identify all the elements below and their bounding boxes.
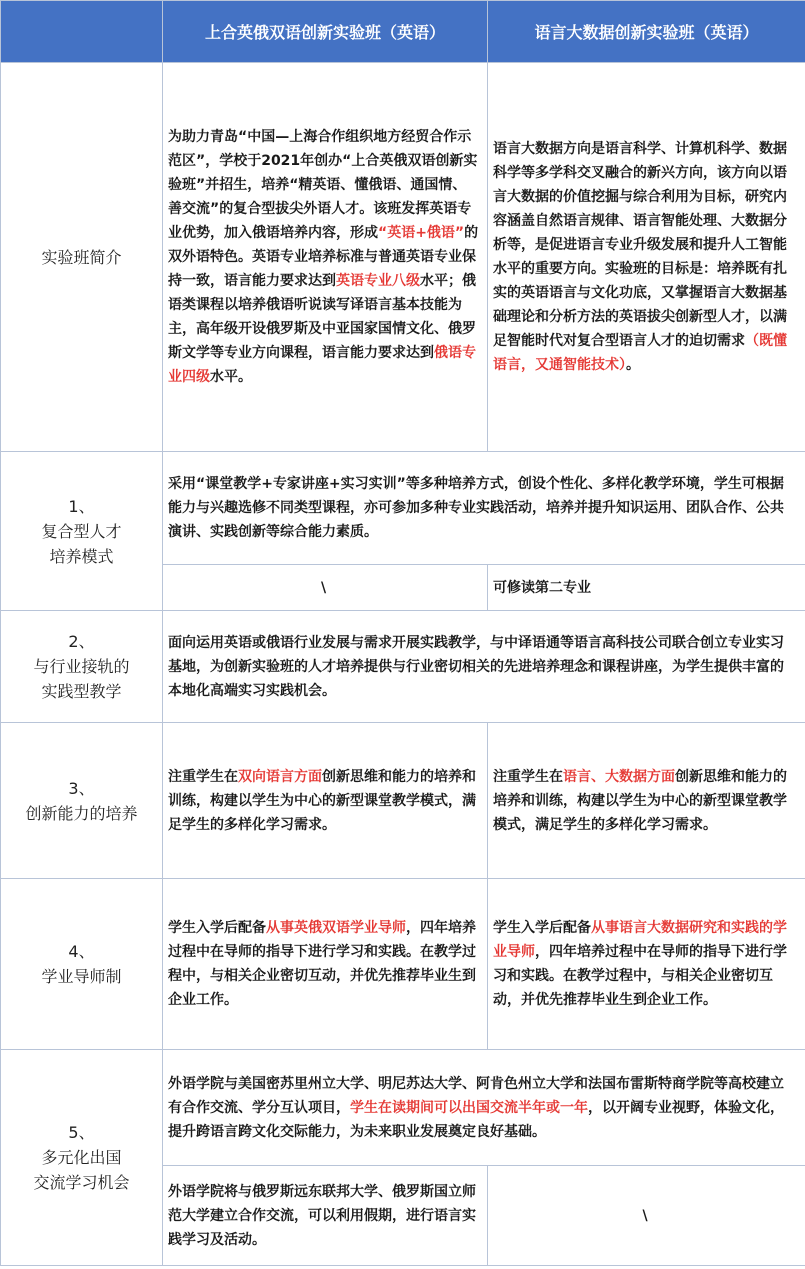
text-run: 外语学院与美国密苏里州立大学、明尼苏达大学、阿肯色州立大学和法国布雷斯特商学院等高校建立有合作交流、学分互认项目， <box>168 1075 784 1116</box>
text-run: 注重学生在 <box>168 768 238 785</box>
text-run: 注重学生在 <box>493 768 563 785</box>
intro-right-cell <box>488 63 805 452</box>
header-row <box>1 1 805 63</box>
row-label-text: 多元化出国 <box>41 1148 122 1167</box>
row-label-mode <box>1 452 163 611</box>
row-label-innovation <box>1 723 163 879</box>
row-label-practice <box>1 611 163 723</box>
text-run: ，以开阔专业视野，体验文化，提升跨语言跨文化交际能力，为未来职业发展奠定良好基础。 <box>168 1099 784 1140</box>
innovation-right-cell <box>488 723 805 879</box>
text-run: ，四年培养过程中在导师的指导下进行学习和实践。在教学过程中，与相关企业密切互动，并优先推荐毕业生到企业工作。 <box>493 944 787 1008</box>
row-label-number: 2、 <box>68 632 95 651</box>
mode-right-sub-cell: 可修读第二专业 <box>488 565 805 611</box>
row-practice <box>1 611 805 723</box>
exchange-left-sub-cell: 外语学院将与俄罗斯远东联邦大学、俄罗斯国立师范大学建立合作交流，可以利用假期，进行语言实践学习及活动。 <box>163 1166 488 1266</box>
mentor-right-cell <box>488 879 805 1050</box>
intro-left-cell <box>163 63 488 452</box>
row-innovation <box>1 723 805 879</box>
header-col-language-bigdata: 语言大数据创新实验班（英语） <box>488 1 805 63</box>
row-label-number: 1、 <box>68 496 95 516</box>
highlight-text: 俄语专业四级 <box>168 345 476 385</box>
highlight-text: 从事语言大数据研究和实践的学业导师 <box>493 920 787 960</box>
row-intro <box>1 63 805 452</box>
row-label-text: 实验班简介 <box>41 247 122 267</box>
row-label-number: 3、 <box>68 778 95 798</box>
highlight-text: 从事英俄双语学业导师 <box>266 920 406 936</box>
text-run: ，四年培养过程中在导师的指导下进行学习和实践。在教学过程中，与相关企业密切互动，并优先推荐毕业生到企业工作。 <box>168 920 476 1008</box>
mode-shared-cell: 采用“课堂教学+专家讲座+实习实训”等多种培养方式，创设个性化、多样化教学环境，学生可根据能力与兴趣选修不同类型课程，亦可参加多种专业实践活动，培养并提升知识运用、团队合作、公共演讲、实践创新等综合能力素质。 <box>163 452 805 565</box>
row-label-text: 交流学习机会 <box>33 1173 130 1192</box>
highlight-text: “英语+俄语” <box>378 225 465 241</box>
innovation-left-cell <box>163 723 488 879</box>
exchange-shared-cell <box>163 1050 805 1166</box>
highlight-text: （既懂语言，又通智能技术） <box>493 333 787 373</box>
text-run: 创新思维和能力的培养和训练，构建以学生为中心的新型课堂教学模式，满足学生的多样化学习需求。 <box>493 768 787 833</box>
row-label-number: 4、 <box>68 942 95 961</box>
text-run: 语言大数据方向是语言科学、计算机科学、数据科学等多学科交叉融合的新兴方向，该方向以语言大数据的价值挖掘与综合利用为目标，研究内容涵盖自然语言规律、语言智能处理、大数据分析等，是促进语言专业升级发展和提升人工智能水平的重要方向。实验班的目标是：培养既有扎实的英语语言与文化功底，又掌握语言大数据基础理论和分析方法的英语拔尖创新型人才，以满足智能时代对复合型语言人才的迫切需求 <box>493 141 787 349</box>
practice-shared-cell: 面向运用英语或俄语行业发展与需求开展实践教学，与中译语通等语言高科技公司联合创立专业实习基地，为创新实验班的人才培养提供与行业密切相关的先进培养理念和课程讲座，为学生提供丰富的本地化高端实习实践机会。 <box>163 611 805 723</box>
row-label-text: 培养模式 <box>49 546 114 566</box>
text-run: 的双外语特色。英语专业培养标准与普通英语专业保持一致，语言能力要求达到 <box>168 225 479 289</box>
row-label-number: 5、 <box>68 1123 95 1142</box>
mentor-left-cell <box>163 879 488 1050</box>
text-run: 。 <box>626 357 640 373</box>
row-label-text: 与行业接轨的 <box>33 657 130 676</box>
row-mode <box>1 452 805 565</box>
row-label-text: 实践型教学 <box>41 682 122 701</box>
row-label-text: 学业导师制 <box>41 967 122 986</box>
highlight-text: 语言、大数据方面 <box>563 768 675 785</box>
row-label-exchange <box>1 1050 163 1266</box>
mode-left-sub-cell: \ <box>163 565 488 611</box>
highlight-text: 双向语言方面 <box>238 768 322 785</box>
header-corner <box>1 1 163 63</box>
text-run: 创新思维和能力的培养和训练，构建以学生为中心的新型课堂教学模式，满足学生的多样化学习需求。 <box>168 768 476 833</box>
row-label-intro <box>1 63 163 452</box>
text-run: 水平。 <box>210 369 252 385</box>
text-run: 学生入学后配备 <box>493 920 591 936</box>
row-mentor <box>1 879 805 1050</box>
highlight-text: 学生在读期间可以出国交流半年或一年 <box>350 1099 588 1116</box>
row-exchange <box>1 1050 805 1166</box>
header-col-russian-english: 上合英俄双语创新实验班（英语） <box>163 1 488 63</box>
row-label-text: 复合型人才 <box>41 521 122 541</box>
text-run: 为助力青岛“中国—上海合作组织地方经贸合作示范区”，学校于2021年创办“上合英俄双语创新实验班”并招生，培养“精英语、懂俄语、通国情、善交流”的复合型拔尖外语人才。该班发挥英语专业优势，加入俄语培养内容，形成 <box>168 129 478 241</box>
text-run: 学生入学后配备 <box>168 920 266 936</box>
exchange-right-sub-cell: \ <box>488 1166 805 1266</box>
row-label-mentor <box>1 879 163 1050</box>
row-label-text: 创新能力的培养 <box>25 803 138 823</box>
text-run: 水平；俄语类课程以培养俄语听说读写译语言基本技能为主，高年级开设俄罗斯及中亚国家国情文化、俄罗斯文学等专业方向课程，语言能力要求达到 <box>168 273 476 361</box>
highlight-text: 英语专业八级 <box>336 273 420 289</box>
